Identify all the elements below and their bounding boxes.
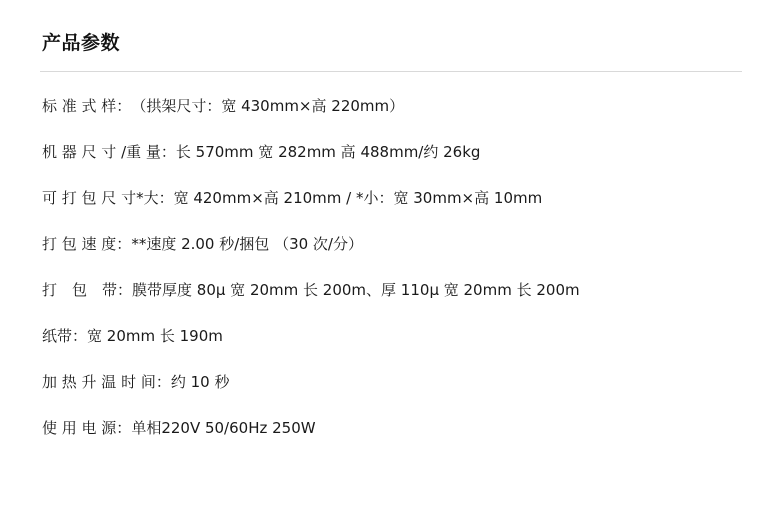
spec-label: 纸带： — [42, 327, 88, 345]
spec-value: *大：宽 420mm×高 210mm / *小：宽 30mm×高 10mm — [136, 189, 543, 207]
list-item — [42, 372, 742, 392]
spec-value: 长 570mm 宽 282mm 高 488mm/约 26kg — [175, 143, 481, 161]
list-item — [42, 188, 742, 208]
title-divider — [40, 71, 742, 72]
spec-label: 打 包 速 度： — [42, 235, 132, 253]
spec-value: （拱架尺寸：宽 430mm×高 220mm） — [131, 97, 405, 115]
spec-value: 宽 20mm 长 190m — [87, 327, 223, 345]
list-item — [42, 418, 742, 438]
list-item — [42, 280, 742, 300]
list-item — [42, 234, 742, 254]
spec-value: 约 10 秒 — [170, 373, 230, 391]
spec-label: 使 用 电 源： — [42, 419, 132, 437]
spec-label: 机 器 尺 寸 /重 量： — [42, 143, 176, 161]
spec-value: 膜带厚度 80μ 宽 20mm 长 200m、厚 110μ 宽 20mm 长 200m — [132, 281, 580, 299]
spec-value: **速度 2.00 秒/捆包 （30 次/分） — [131, 235, 363, 253]
spec-label: 加 热 升 温 时 间： — [42, 373, 171, 391]
spec-label: 标 准 式 样： — [42, 97, 132, 115]
spec-list — [40, 96, 742, 438]
spec-label: 可 打 包 尺 寸 — [42, 189, 137, 207]
list-item — [42, 142, 742, 162]
spec-value: 单相220V 50/60Hz 250W — [131, 419, 316, 437]
list-item — [42, 96, 742, 116]
spec-label: 打 包 带： — [42, 281, 133, 299]
page-title: 产品参数 — [42, 32, 121, 54]
list-item — [42, 326, 742, 346]
